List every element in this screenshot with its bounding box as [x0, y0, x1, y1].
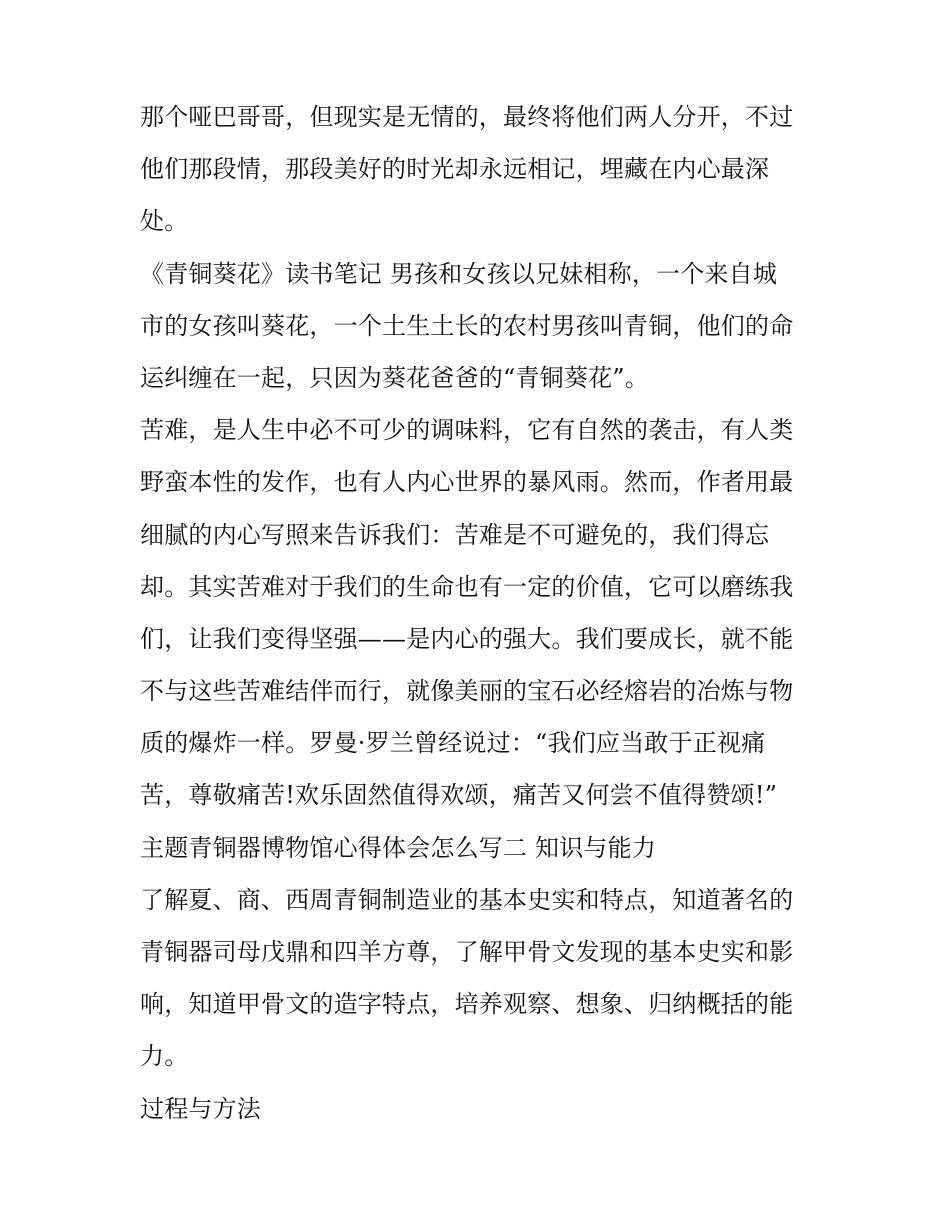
text-line-13: 质的爆炸一样。罗曼·罗兰曾经说过：“我们应当敢于正视痛	[140, 729, 766, 758]
text-line-16: 了解夏、商、西周青铜制造业的基本史实和特点，知道著名的	[140, 885, 794, 914]
subsection-heading: 过程与方法	[140, 1094, 261, 1123]
text-line-5: 市的女孩叫葵花，一个土生土长的农村男孩叫青铜，他们的命	[140, 311, 794, 340]
text-line-4: 《青铜葵花》读书笔记 男孩和女孩以兄妹相称，一个来自城	[140, 259, 778, 288]
text-line-8: 野蛮本性的发作，也有人内心世界的暴风雨。然而，作者用最	[140, 468, 794, 497]
text-line-10: 却。其实苦难对于我们的生命也有一定的价值，它可以磨练我	[140, 572, 794, 601]
text-line-12: 不与这些苦难结伴而行，就像美丽的宝石必经熔岩的冶炼与物	[140, 677, 794, 706]
document-body	[140, 104, 820, 1148]
text-line-1: 那个哑巴哥哥，但现实是无情的，最终将他们两人分开，不过	[140, 103, 794, 131]
text-line-6: 运纠缠在一起，只因为葵花爸爸的“青铜葵花”。	[140, 363, 649, 392]
text-line-18: 响，知道甲骨文的造字特点，培养观察、想象、归纳概括的能	[140, 990, 794, 1019]
section-heading: 主题青铜器博物馆心得体会怎么写二 知识与能力	[140, 833, 657, 862]
text-line-3: 处。	[140, 207, 189, 236]
text-line-14: 苦，尊敬痛苦!欢乐固然值得欢颂，痛苦又何尝不值得赞颂!”	[140, 781, 778, 810]
text-line-11: 们，让我们变得坚强——是内心的强大。我们要成长，就不能	[140, 624, 794, 653]
text-line-19: 力。	[140, 1042, 189, 1071]
text-line-2: 他们那段情，那段美好的时光却永远相记，埋藏在内心最深	[140, 155, 770, 184]
text-line-9: 细腻的内心写照来告诉我们：苦难是不可避免的，我们得忘	[140, 520, 770, 549]
text-line-7: 苦难，是人生中必不可少的调味料，它有自然的袭击，有人类	[140, 416, 794, 445]
text-line-17: 青铜器司母戊鼎和四羊方尊，了解甲骨文发现的基本史实和影	[140, 938, 794, 966]
